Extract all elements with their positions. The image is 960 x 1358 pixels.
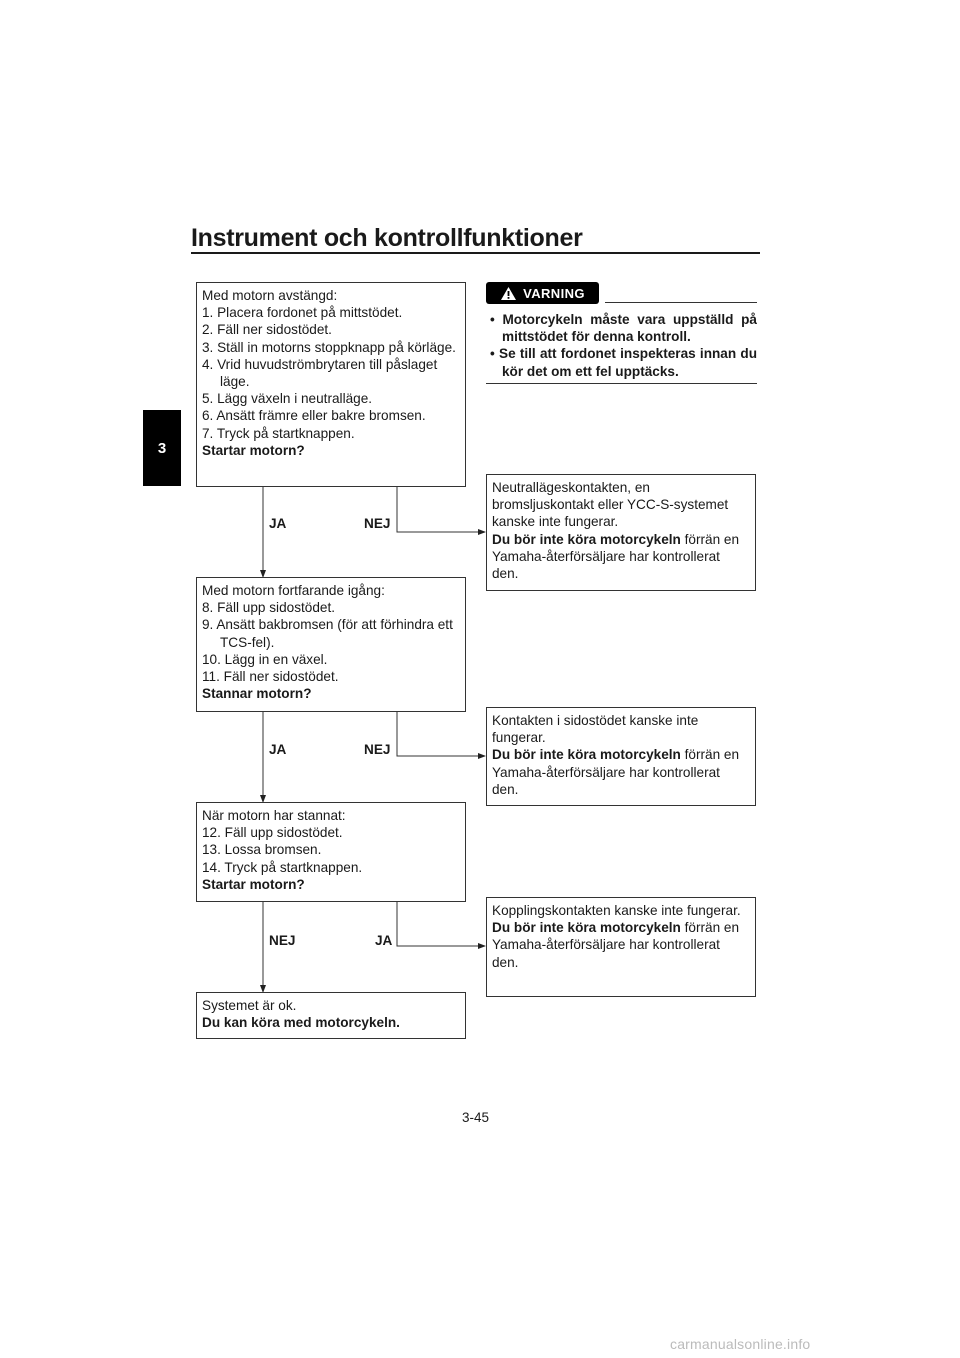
step-heading: När motorn har stannat:	[202, 808, 346, 823]
step-line: 3. Ställ in motorns stoppknapp på körläge.	[202, 339, 456, 355]
flow-step-1	[196, 282, 466, 487]
flow-fail-2	[486, 707, 756, 806]
step-line: 12. Fäll upp sidostödet.	[202, 825, 343, 841]
step-line: 7. Tryck på startknappen.	[202, 425, 355, 441]
step-heading: Med motorn avstängd:	[202, 288, 338, 303]
label-step1-side: NEJ	[364, 516, 391, 531]
arrow-step3-yes	[397, 902, 485, 946]
label-step1-down: JA	[269, 516, 287, 531]
result-text: Systemet är ok.	[202, 998, 297, 1013]
warning-item: • Se till att fordonet inspekteras innan du kör det om ett fel upptäcks.	[490, 346, 757, 379]
page-number: 3-45	[462, 1110, 490, 1125]
step-question: Stannar motorn?	[202, 686, 312, 702]
step-line: 5. Lägg växeln i neutralläge.	[202, 391, 373, 407]
warning-label: VARNING	[523, 285, 585, 301]
fail-warning: Du bör inte köra motorcykeln	[492, 531, 681, 547]
step-line: 14. Tryck på startknappen.	[202, 859, 363, 875]
fail-warning: Du bör inte köra motorcykeln	[492, 920, 681, 936]
flow-fail-1	[486, 474, 756, 591]
fail-text: Kopplingskontakten kanske inte fungerar.	[492, 903, 741, 918]
step-line: 10. Lägg in en växel.	[202, 651, 328, 667]
flow-fail-3	[486, 897, 756, 997]
step-line: 9. Ansätt bakbromsen (för att förhindra ett TCS-fel).	[202, 617, 453, 650]
step-line: 13. Lossa bromsen.	[202, 842, 322, 858]
arrow-step2-no	[397, 712, 485, 756]
step-line: 8. Fäll upp sidostödet.	[202, 600, 335, 616]
page-title: Instrument och kontrollfunktioner	[191, 224, 583, 252]
fail-text: Neutrallägeskontakten, en bromsljuskontakt eller YCC-S-systemet kanske inte fungerar.	[492, 480, 729, 530]
fail-warning: Du bör inte köra motorcykeln	[492, 747, 681, 763]
step-line: 2. Fäll ner sidostödet.	[202, 322, 332, 338]
step-line: 4. Vrid huvudströmbrytaren till påslaget läge.	[202, 356, 438, 390]
fail-rest: förrän en Yamaha-återförsäljare har kontrollerat den.	[492, 920, 740, 970]
step-line: 6. Ansätt främre eller bakre bromsen.	[202, 408, 426, 424]
flow-result	[196, 992, 466, 1039]
watermark: carmanualsonline.info	[670, 1336, 811, 1352]
label-step3-down: NEJ	[269, 933, 296, 948]
fail-text: Kontakten i sidostödet kanske inte fungerar.	[492, 713, 699, 746]
arrow-step1-no	[397, 487, 485, 532]
fail-rest: förrän en Yamaha-återförsäljare har kontrollerat den.	[492, 747, 740, 797]
label-step2-side: NEJ	[364, 742, 391, 757]
label-step2-down: JA	[269, 742, 287, 757]
result-bold: Du kan köra med motorcykeln.	[202, 1015, 400, 1031]
label-step3-side: JA	[375, 933, 393, 948]
step-question: Startar motorn?	[202, 876, 305, 892]
flow-step-3	[196, 802, 466, 902]
fail-rest: förrän en Yamaha-återförsäljare har kontrollerat den.	[492, 531, 740, 582]
chapter-tab: 3	[143, 410, 181, 486]
step-heading: Med motorn fortfarande igång:	[202, 583, 385, 598]
step-line: 1. Placera fordonet på mittstödet.	[202, 305, 403, 321]
step-question: Startar motorn?	[202, 442, 305, 458]
flow-step-2	[196, 577, 466, 712]
step-line: 11. Fäll ner sidostödet.	[202, 669, 339, 685]
warning-item: • Motorcykeln måste vara uppställd på mittstödet för denna kontroll.	[490, 312, 757, 345]
